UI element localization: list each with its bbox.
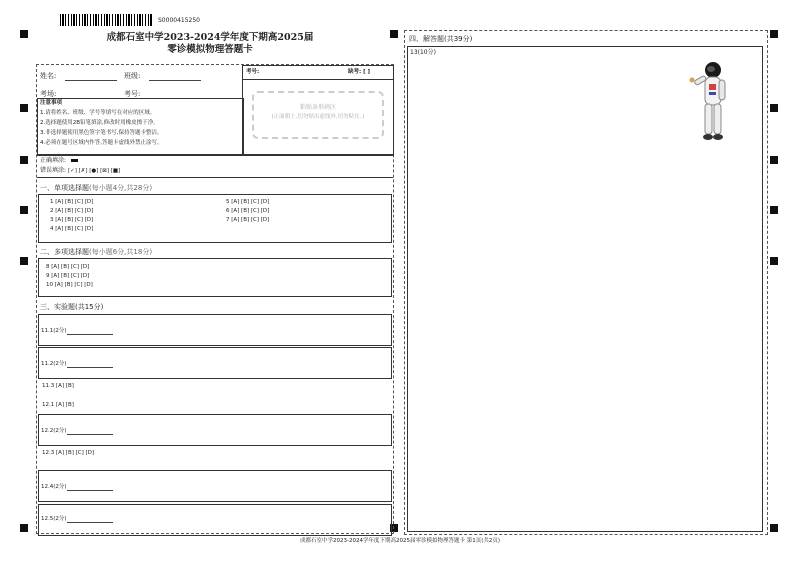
astronaut-icon <box>686 58 736 150</box>
question-12-4: 12.4(2分) <box>41 484 113 491</box>
sticker-title: 粘贴条形码区 <box>299 104 336 111</box>
question-6[interactable]: 6 [A] [B] [C] [D] <box>226 208 270 214</box>
sticker-note: (正面朝上,切勿贴出虚线外,切勿粘住。) <box>271 114 365 120</box>
question-5[interactable]: 5 [A] [B] [C] [D] <box>226 199 270 205</box>
barcode-number: S0000415250 <box>158 17 200 24</box>
section2-heading <box>40 248 152 257</box>
question-13-label: 13(10分) <box>410 49 436 56</box>
timing-mark <box>20 30 28 38</box>
question-7[interactable]: 7 [A] [B] [C] [D] <box>226 217 270 223</box>
notes-item: 3.非选择题使用黑色签字笔书写,保持答题卡整洁。 <box>40 130 163 136</box>
question-10[interactable]: 10 [A] [B] [C] [D] <box>46 282 93 288</box>
question-12-1[interactable]: 12.1 [A] [B] <box>42 402 74 408</box>
timing-mark <box>20 206 28 214</box>
section2-box <box>38 258 392 297</box>
notes-item: 4.必须在题号区域内作答,答题卡虚线外禁止涂写。 <box>40 140 163 146</box>
timing-mark <box>770 30 778 38</box>
sheet-title-line1: 成都石室中学2023-2024学年度下期高2025届 <box>106 32 314 43</box>
question-12-5: 12.5(2分) <box>41 516 113 523</box>
section3-title: 三、实验题(共15分) <box>40 303 104 311</box>
barcode <box>60 14 152 26</box>
timing-mark <box>770 156 778 164</box>
question-11-3[interactable]: 11.3 [A] [B] <box>42 383 74 389</box>
notes-box <box>37 98 244 156</box>
name-label: 姓名: <box>40 72 57 80</box>
page-footer: 成都石室中学2023-2024学年度下期高2025届零诊模拟物理答题卡 第1页(共2页) <box>299 538 501 544</box>
correct-fill-label: 正确填涂: <box>40 157 67 164</box>
timing-mark <box>20 257 28 265</box>
correct-fill-example <box>40 157 78 165</box>
question-4[interactable]: 4 [A] [B] [C] [D] <box>50 226 94 232</box>
absent-checkbox[interactable]: 缺考: [ ] <box>348 69 371 75</box>
timing-mark <box>20 524 28 532</box>
notes-title: 注意事项 <box>40 100 63 106</box>
wrong-fill-marks: [✓] [✗] [●] [⊠] [■] <box>67 168 121 174</box>
filled-mark-icon <box>71 159 78 162</box>
timing-mark <box>770 206 778 214</box>
question-12-2: 12.2(2分) <box>41 428 113 435</box>
timing-mark <box>20 104 28 112</box>
exam-room-label: 考场: <box>40 90 57 98</box>
question-8[interactable]: 8 [A] [B] [C] [D] <box>46 264 90 270</box>
class-field[interactable] <box>124 72 201 81</box>
question-12-3[interactable]: 12.3 [A] [B] [C] [D] <box>42 450 95 456</box>
question-9[interactable]: 9 [A] [B] [C] [D] <box>46 273 90 279</box>
section1-heading <box>40 184 152 193</box>
notes-item: 1.请将姓名、班级、学号等填写在对应的区域。 <box>40 110 156 116</box>
section2-note: (每小题6分,共18分) <box>89 248 153 256</box>
wrong-fill-label: 错误填涂: <box>40 167 67 174</box>
question-2[interactable]: 2 [A] [B] [C] [D] <box>50 208 94 214</box>
name-field[interactable] <box>40 72 117 81</box>
timing-mark <box>20 156 28 164</box>
timing-mark <box>770 257 778 265</box>
timing-mark <box>770 524 778 532</box>
section2-title: 二、多项选择题 <box>40 248 89 256</box>
question-11-1: 11.1(2分) <box>41 328 113 335</box>
notes-item: 2.选择题使用2B铅笔填涂,修改时用橡皮擦干净。 <box>40 120 159 126</box>
sheet-title-line2: 零诊模拟物理答题卡 <box>167 44 253 55</box>
section4-title: 四、解答题(共39分) <box>409 35 473 43</box>
question-3[interactable]: 3 [A] [B] [C] [D] <box>50 217 94 223</box>
question-1[interactable]: 1 [A] [B] [C] [D] <box>50 199 94 205</box>
section1-note: (每小题4分,共28分) <box>89 184 153 192</box>
exam-no-label: 考号: <box>246 69 260 75</box>
section1-title: 一、单项选择题 <box>40 184 89 192</box>
timing-mark <box>770 104 778 112</box>
class-label: 班级: <box>124 72 141 80</box>
timing-mark <box>390 30 398 38</box>
question-11-2: 11.2(2分) <box>41 361 113 368</box>
seat-label: 考号: <box>124 90 141 98</box>
wrong-fill-example <box>40 167 120 175</box>
